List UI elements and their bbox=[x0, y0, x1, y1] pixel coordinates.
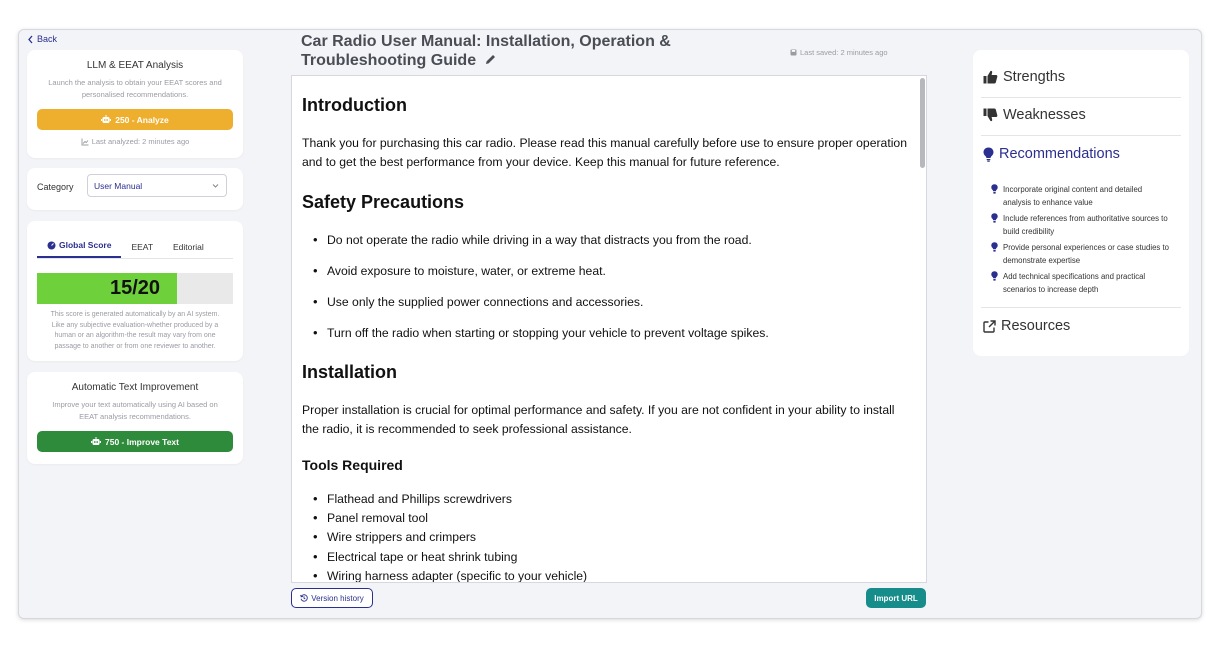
category-value: User Manual bbox=[94, 180, 143, 191]
last-saved-text: Last saved: 2 minutes ago bbox=[800, 48, 888, 57]
back-label: Back bbox=[37, 34, 58, 44]
category-label: Category bbox=[37, 182, 74, 192]
list-item: • Flathead and Phillips screwdrivers bbox=[327, 492, 512, 506]
last-analyzed bbox=[27, 136, 243, 148]
improve-title: Automatic Text Improvement bbox=[71, 382, 199, 393]
category-card bbox=[27, 168, 243, 210]
thumbs-down-icon bbox=[983, 108, 998, 122]
chevron-down-icon bbox=[212, 182, 219, 189]
lightbulb-icon bbox=[983, 147, 994, 162]
analysis-description: Launch the analysis to obtain your EEAT scores and personalised recommendations. bbox=[48, 78, 222, 99]
tab-eeat-label: EEAT bbox=[131, 242, 154, 252]
strengths-section[interactable] bbox=[983, 69, 1179, 85]
recommendation-item bbox=[991, 183, 1169, 209]
resources-section[interactable] bbox=[983, 318, 1179, 334]
heading-installation: Installation bbox=[302, 362, 398, 382]
tab-editorial[interactable] bbox=[163, 239, 214, 258]
list-item: • Panel removal tool bbox=[327, 511, 428, 525]
intro-paragraph: Thank you for purchasing this car radio. Please read this manual carefully before use to ensure proper operation and to get the best performance from your device. Keep this manual for future reference. bbox=[302, 136, 907, 170]
document-editor[interactable] bbox=[291, 75, 927, 583]
save-icon bbox=[790, 49, 797, 56]
chevron-left-icon bbox=[27, 35, 34, 44]
lightbulb-icon bbox=[991, 213, 998, 223]
score-tabs bbox=[37, 239, 233, 259]
improve-text-button[interactable] bbox=[37, 431, 233, 452]
external-link-icon bbox=[983, 320, 996, 333]
tab-editorial-label: Editorial bbox=[173, 242, 204, 252]
analysis-card bbox=[27, 50, 243, 158]
heading-tools: Tools Required bbox=[302, 457, 403, 473]
analyze-label: 250 - Analyze bbox=[115, 114, 169, 125]
improve-description: Improve your text automatically using AI based on EEAT analysis recommendations. bbox=[52, 400, 218, 421]
thumbs-up-icon bbox=[983, 70, 998, 84]
improve-label: 750 - Improve Text bbox=[104, 436, 179, 447]
version-history-button[interactable] bbox=[291, 588, 373, 608]
list-item: • Avoid exposure to moisture, water, or extreme heat. bbox=[327, 264, 606, 278]
robot-icon bbox=[91, 437, 101, 446]
recommendation-item bbox=[991, 241, 1169, 267]
tab-global-score-label: Global Score bbox=[59, 240, 112, 250]
app-window bbox=[18, 29, 1202, 619]
analysis-title: LLM & EEAT Analysis bbox=[86, 60, 184, 71]
chart-icon bbox=[81, 138, 89, 146]
recommendation-text: Add technical specifications and practical scenarios to increase depth bbox=[1003, 272, 1146, 294]
tab-global-score[interactable] bbox=[37, 239, 121, 258]
score-bar bbox=[37, 273, 233, 304]
divider bbox=[981, 135, 1181, 136]
history-icon bbox=[300, 594, 308, 602]
last-saved bbox=[790, 48, 888, 57]
recommendations-section[interactable] bbox=[983, 146, 1179, 162]
document-title[interactable] bbox=[301, 32, 791, 70]
improve-card bbox=[27, 372, 243, 464]
document-title-text: Car Radio User Manual: Installation, Operation & Troubleshooting Guide bbox=[301, 33, 671, 69]
resources-label: Resources bbox=[1001, 318, 1071, 334]
scrollbar-thumb[interactable] bbox=[920, 78, 925, 168]
list-item: • Turn off the radio when starting or stopping your vehicle to prevent voltage spikes. bbox=[327, 326, 769, 340]
list-item: • Use only the supplied power connections and accessories. bbox=[327, 295, 643, 309]
gauge-icon bbox=[47, 241, 56, 250]
divider bbox=[981, 97, 1181, 98]
list-item: • Wiring harness adapter (specific to your vehicle) bbox=[327, 569, 587, 583]
pencil-icon[interactable] bbox=[484, 53, 497, 66]
list-item: • Wire strippers and crimpers bbox=[327, 530, 476, 544]
score-value: 15/20 bbox=[109, 277, 161, 299]
recommendation-text: Provide personal experiences or case studies to demonstrate expertise bbox=[1003, 243, 1169, 265]
analyze-button[interactable] bbox=[37, 109, 233, 130]
heading-safety: Safety Precautions bbox=[302, 192, 465, 212]
list-item: • Electrical tape or heat shrink tubing bbox=[327, 550, 517, 564]
recommendation-item bbox=[991, 212, 1169, 238]
editor-scrollbar[interactable] bbox=[920, 78, 925, 582]
robot-icon bbox=[101, 115, 111, 124]
tab-eeat[interactable] bbox=[121, 239, 163, 258]
recommendations-label: Recommendations bbox=[999, 146, 1120, 162]
version-history-label: Version history bbox=[311, 593, 364, 603]
recommendation-item bbox=[991, 270, 1169, 296]
insights-panel bbox=[973, 50, 1189, 356]
recommendation-text: Incorporate original content and detailed analysis to enhance value bbox=[1003, 185, 1143, 207]
list-item: • Do not operate the radio while driving in a way that distracts you from the road. bbox=[327, 233, 752, 247]
weaknesses-label: Weaknesses bbox=[1003, 107, 1086, 123]
score-disclaimer: This score is generated automatically by an AI system. Like any subjective evaluation-whether produced by a human or an algorithm-the result may vary from one passage to another or from one reviewer to another. bbox=[50, 311, 220, 350]
lightbulb-icon bbox=[991, 184, 998, 194]
weaknesses-section[interactable] bbox=[983, 107, 1179, 123]
install-paragraph: Proper installation is crucial for optimal performance and safety. If you are not confident in your ability to install the radio, it is recommended to seek professional assistance. bbox=[302, 403, 895, 437]
score-card bbox=[27, 221, 243, 361]
recommendation-text: Include references from authoritative sources to build credibility bbox=[1003, 214, 1168, 236]
strengths-label: Strengths bbox=[1003, 69, 1066, 85]
last-analyzed-text: Last analyzed: 2 minutes ago bbox=[91, 137, 190, 146]
category-select[interactable] bbox=[87, 174, 227, 197]
import-url-button[interactable] bbox=[866, 588, 926, 608]
heading-introduction: Introduction bbox=[302, 95, 407, 115]
lightbulb-icon bbox=[991, 271, 998, 281]
lightbulb-icon bbox=[991, 242, 998, 252]
back-link[interactable] bbox=[27, 34, 57, 44]
import-url-label: Import URL bbox=[874, 593, 918, 603]
divider bbox=[981, 307, 1181, 308]
